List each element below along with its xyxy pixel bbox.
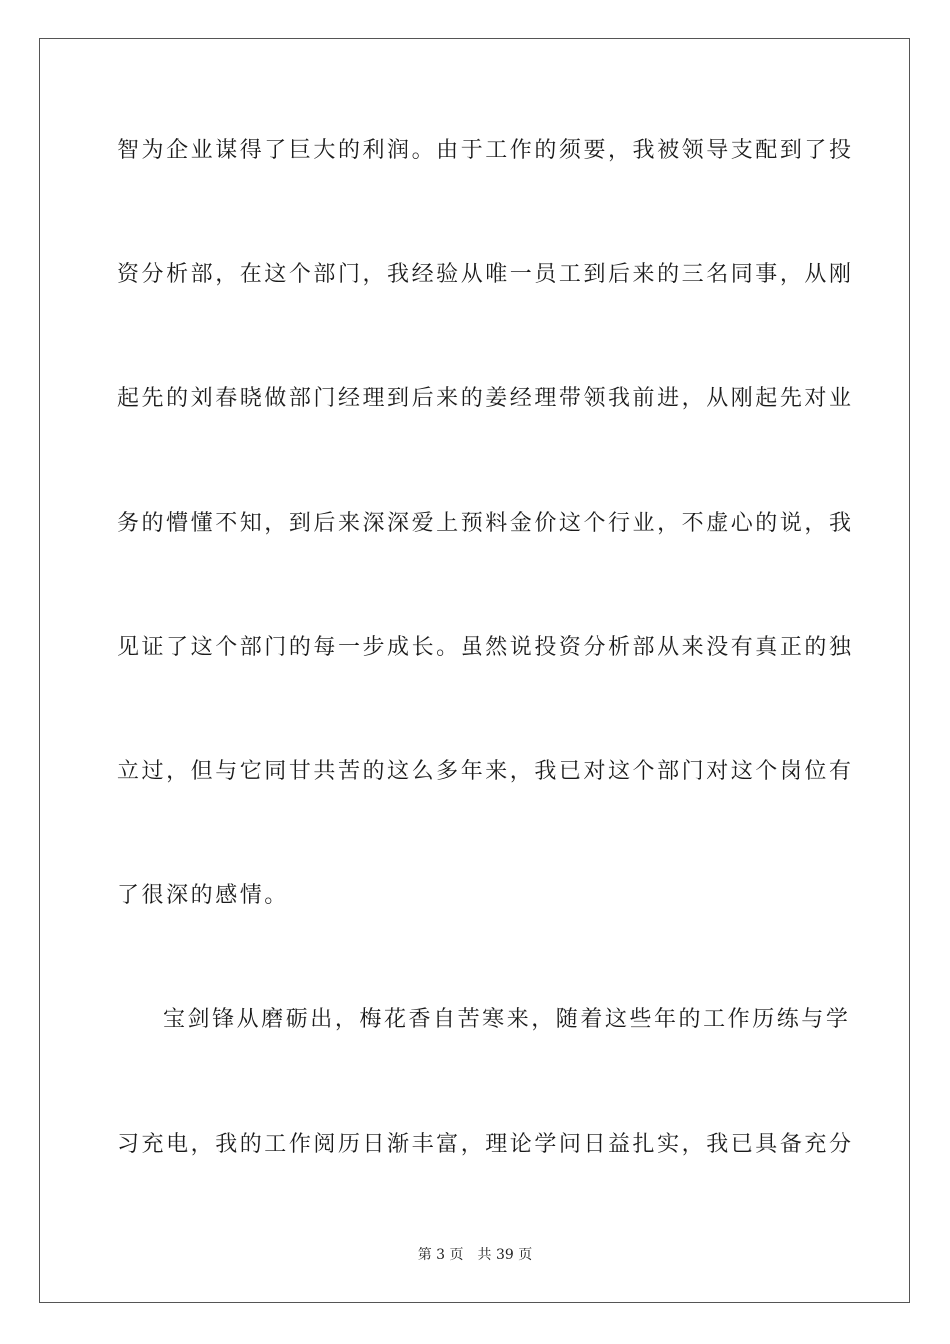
body-line-5: 见证了这个部门的每一步成长。虽然说投资分析部从来没有真正的独 xyxy=(117,635,854,660)
body-line-7: 了很深的感情。 xyxy=(117,883,289,908)
page-border xyxy=(39,38,910,1303)
body-line-9: 习充电，我的工作阅历日渐丰富，理论学问日益扎实，我已具备充分 xyxy=(117,1132,854,1157)
body-line-6: 立过，但与它同甘共苦的这么多年来，我已对这个部门对这个岗位有 xyxy=(117,759,854,784)
body-line-2: 资分析部，在这个部门，我经验从唯一员工到后来的三名同事，从刚 xyxy=(117,262,854,287)
body-line-4: 务的懵懂不知，到后来深深爱上预料金价这个行业，不虚心的说，我 xyxy=(117,511,854,536)
page-footer xyxy=(0,1245,950,1265)
body-line-1: 智为企业谋得了巨大的利润。由于工作的须要，我被领导支配到了投 xyxy=(117,138,854,163)
body-line-8: 宝剑锋从磨砺出，梅花香自苦寒来，随着这些年的工作历练与学 xyxy=(163,1007,851,1032)
page-total: 共 39 页 xyxy=(477,1247,533,1263)
page-number: 第 3 页 xyxy=(417,1247,464,1263)
body-line-3: 起先的刘春晓做部门经理到后来的姜经理带领我前进，从刚起先对业 xyxy=(117,386,854,411)
